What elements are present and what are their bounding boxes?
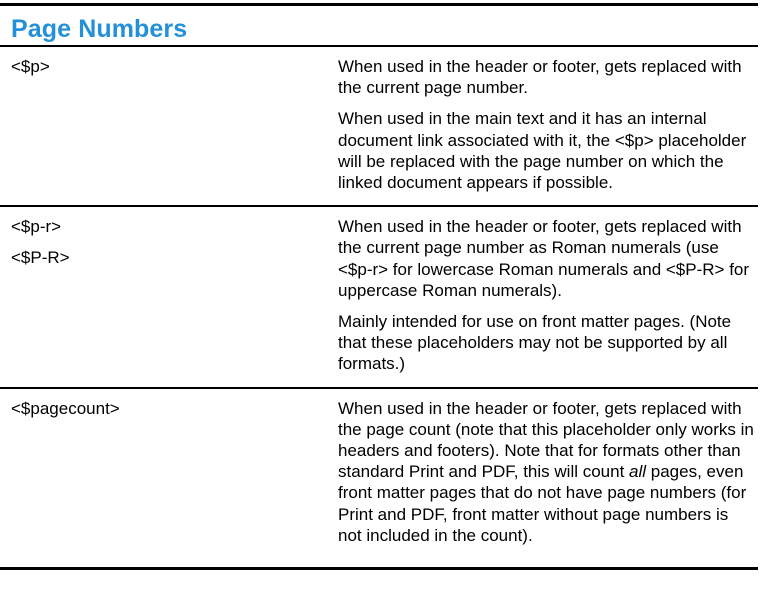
description-paragraph: When used in the header or footer, gets replaced with the current page number.: [338, 57, 742, 98]
placeholder-token: <$P-R>: [11, 248, 70, 268]
placeholder-token: <$p>: [11, 57, 50, 76]
description-paragraph: Mainly intended for use on front matter pages. (Note that these placeholders may not be supported by all formats.): [338, 312, 732, 374]
placeholder-reference-table: [0, 47, 758, 570]
table-row: [0, 389, 758, 558]
table-top-border: [0, 3, 758, 6]
description-paragraph: When used in the main text and it has an internal document link associated with it, the <$p> placeholder will be replaced with the page number on which the linked document appears if possible.: [338, 109, 747, 193]
description-paragraph: When used in the header or footer, gets replaced with the page count (note that this placeholder only works in headers and footers). Note that for formats other than standard Print and PDF, this will count all pages, even front matter pages that do not have page numbers (for Print and PDF, front matter without page numbers is not included in the count).: [338, 398, 754, 545]
emphasis-text: all: [629, 462, 647, 482]
table-row: [0, 207, 758, 386]
table-cell-term: [0, 207, 338, 280]
page-title: Page Numbers: [11, 15, 188, 43]
placeholder-token: <$p-r>: [11, 217, 62, 237]
placeholder-token: <$pagecount>: [11, 398, 120, 418]
table-cell-description: [338, 47, 758, 205]
table-row: [0, 47, 758, 205]
table-cell-term: [0, 47, 338, 89]
description-paragraph: When used in the header or footer, gets replaced with the current page number as Roman numerals (use <$p-r> for lowercase Roman numerals and <$P-R> for uppercase Roman numerals).: [338, 217, 750, 300]
table-cell-description: [338, 389, 758, 558]
table-cell-description: [338, 207, 758, 386]
table-bottom-border: [0, 567, 758, 570]
table-cell-term: [0, 389, 338, 431]
